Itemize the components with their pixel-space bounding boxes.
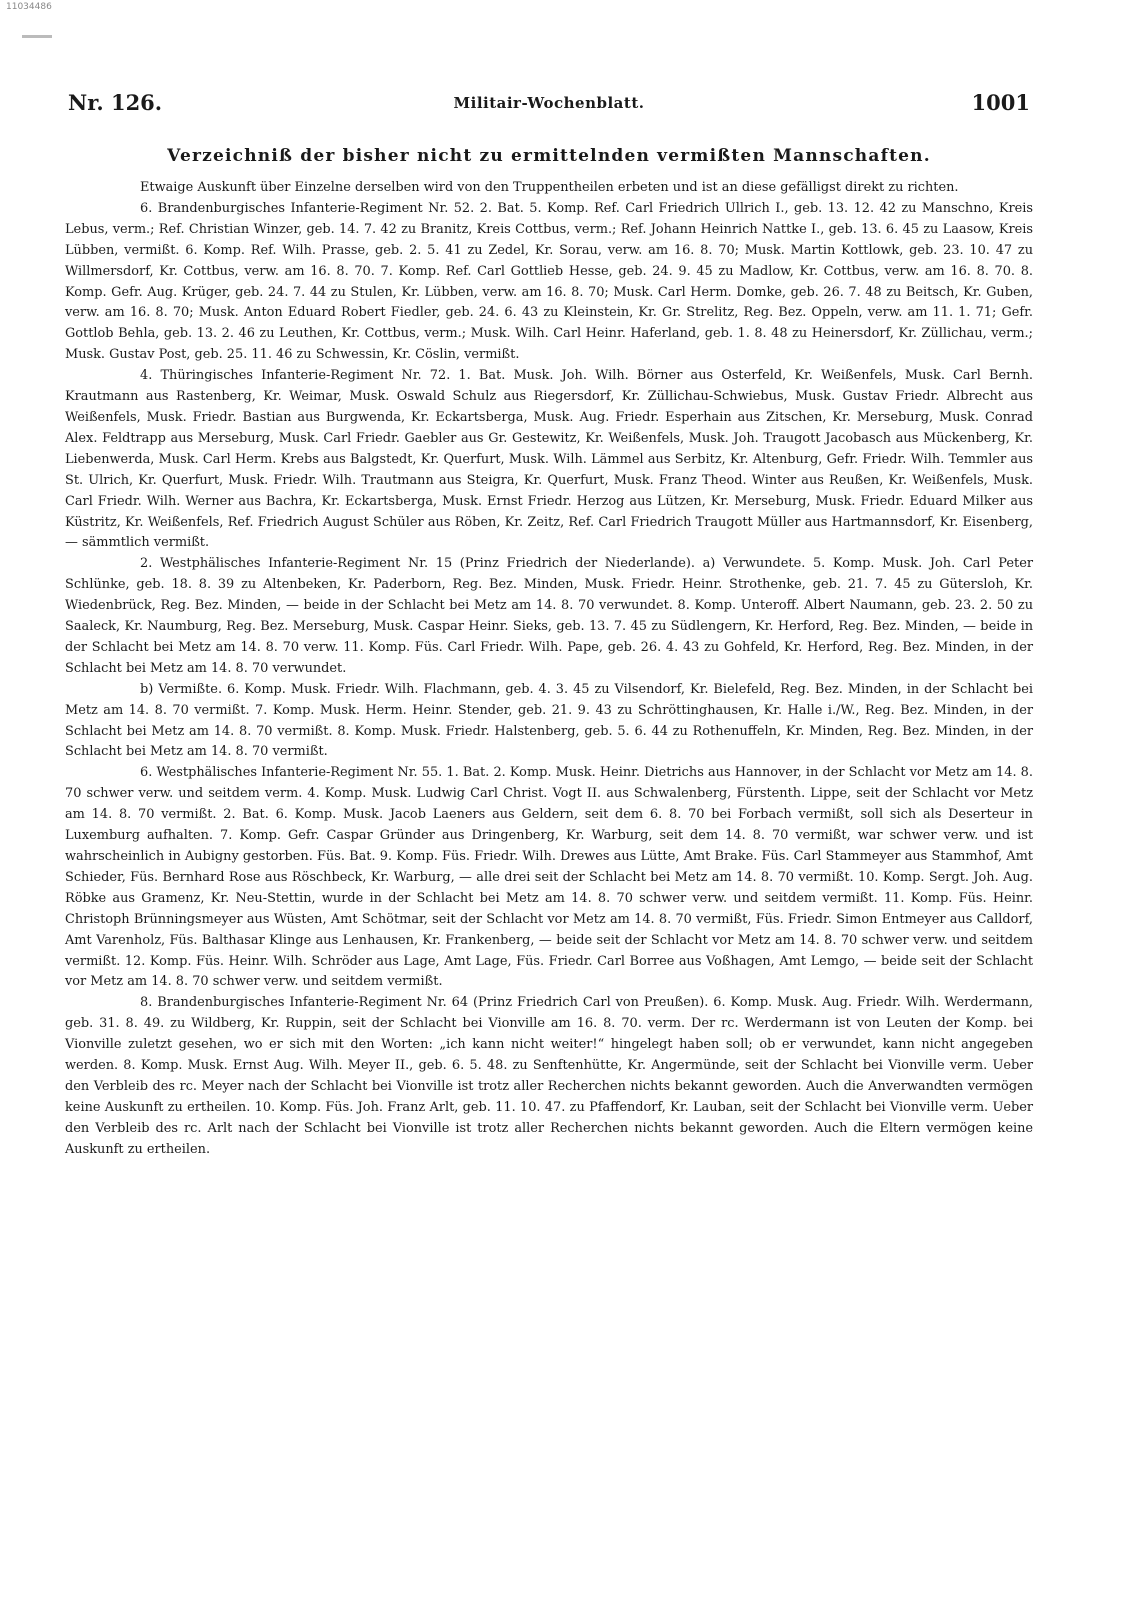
page-number: 1001 <box>971 90 1030 115</box>
issue-number: Nr. 126. <box>68 90 163 115</box>
publication-title: Militair-Wochenblatt. <box>453 94 645 112</box>
paragraph-regiment-72: 4. Thüringisches Infanterie-Regiment Nr. 72. 1. Bat. Musk. Joh. Wilh. Börner aus Osterfeld, Kr. Weißenfels, Musk. Carl Bernh. Krautmann aus Rastenberg, Kr. Weimar, Musk. Oswald Schulz aus Riegersdorf, Kr. Züllichau-Schwiebus, Musk. Gustav Friedr. Albrecht aus Weißenfels, Musk. Friedr. Bastian aus Burgwenda, Kr. Eckartsberga, Musk. Aug. Friedr. Esperhain aus Zitschen, Kr. Merseburg, Musk. Conrad Alex. Feldtrapp aus Merseburg, Musk. Carl Friedr. Gaebler aus Gr. Gestewitz, Kr. Weißenfels, Musk. Joh. Traugott Jacobasch aus Mückenberg, Kr. Liebenwerda, Musk. Carl Herm. Krebs aus Balgstedt, Kr. Querfurt, Musk. Wilh. Lämmel aus Serbitz, Kr. Altenburg, Gefr. Friedr. Wilh. Temmler aus St. Ulrich, Kr. Querfurt, Musk. Friedr. Wilh. Trautmann aus Steigra, Kr. Querfurt, Musk. Franz Theod. Winter aus Reußen, Kr. Weißenfels, Musk. Carl Friedr. Wilh. Werner aus Bachra, Kr. Eckartsberga, Musk. Ernst Friedr. Herzog aus Lützen, Kr. Merseburg, Musk. Friedr. Eduard Milker aus Küstritz, Kr. Weißenfels, Ref. Friedrich August Schüler aus Röben, Kr. Zeitz, Ref. Carl Friedrich Traugott Müller aus Hartmannsdorf, Kr. Eisenberg, — sämmtlich vermißt. <box>65 368 1033 551</box>
paragraph-regiment-52: 6. Brandenburgisches Infanterie-Regiment Nr. 52. 2. Bat. 5. Komp. Ref. Carl Friedrich Ullrich I., geb. 13. 12. 42 zu Manschno, Kreis Lebus, verm.; Ref. Christian Winzer, geb. 14. 7. 42 zu Branitz, Kreis Cottbus, verm.; Ref. Johann Heinrich Nattke I., geb. 13. 6. 45 zu Laasow, Kreis Lübben, vermißt. 6. Komp. Ref. Wilh. Prasse, geb. 2. 5. 41 zu Zedel, Kr. Sorau, verw. am 16. 8. 70; Musk. Martin Kottlowk, geb. 23. 10. 47 zu Willmersdorf, Kr. Cottbus, verw. am 16. 8. 70. 7. Komp. Ref. Carl Gottlieb Hesse, geb. 24. 9. 45 zu Madlow, Kr. Cottbus, verw. am 16. 8. 70. 8. Komp. Gefr. Aug. Krüger, geb. 24. 7. 44 zu Stulen, Kr. Lübben, verw. am 16. 8. 70; Musk. Carl Herm. Domke, geb. 26. 7. 48 zu Beitsch, Kr. Guben, verw. am 16. 8. 70; Musk. Anton Eduard Robert Fiedler, geb. 24. 6. 43 zu Kleinstein, Kr. Gr. Strelitz, Reg. Bez. Oppeln, verw. am 11. 1. 71; Gefr. Gottlob Behla, geb. 13. 2. 46 zu Leuthen, Kr. Cottbus, verm.; Musk. Wilh. Carl Heinr. Haferland, geb. 1. 8. 48 zu Heinersdorf, Kr. Züllichau, verm.; Musk. Gustav Post, geb. 25. 11. 46 zu Schwessin, Kr. Cöslin, vermißt. <box>65 200 1033 363</box>
scan-id-label: 11034486 <box>6 2 52 12</box>
corner-mark <box>22 35 52 38</box>
paragraph-regiment-55: 6. Westphälisches Infanterie-Regiment Nr. 55. 1. Bat. 2. Komp. Musk. Heinr. Dietrichs aus Hannover, in der Schlacht vor Metz am 14. 8. 70 schwer verw. und seitdem verm. 4. Komp. Musk. Ludwig Carl Christ. Vogt II. aus Schwalenberg, Fürstenth. Lippe, seit der Schlacht vor Metz am 14. 8. 70 vermißt. 2. Bat. 6. Komp. Musk. Jacob Laeners aus Geldern, seit dem 6. 8. 70 bei Forbach vermißt, soll sich als Deserteur in Luxemburg aufhalten. 7. Komp. Gefr. Caspar Gründer aus Dringenberg, Kr. Warburg, seit dem 14. 8. 70 vermißt, war schwer verw. und ist wahrscheinlich in Aubigny gestorben. Füs. Bat. 9. Komp. Füs. Friedr. Wilh. Drewes aus Lütte, Amt Brake. Füs. Carl Stammeyer aus Stammhof, Amt Schieder, Füs. Bernhard Rose aus Röschbeck, Kr. Warburg, — alle drei seit der Schlacht bei Metz am 14. 8. 70 vermißt. 10. Komp. Sergt. Joh. Aug. Röbke aus Gramenz, Kr. Neu-Stettin, wurde in der Schlacht bei Metz am 14. 8. 70 schwer verw. und seitdem vermißt. 11. Komp. Füs. Heinr. Christoph Brünningsmeyer aus Wüsten, Amt Schötmar, seit der Schlacht vor Metz am 14. 8. 70 vermißt, Füs. Friedr. Simon Entmeyer aus Calldorf, Amt Varenholz, Füs. Balthasar Klinge aus Lenhausen, Kr. Frankenberg, — beide seit der Schlacht vor Metz am 14. 8. 70 schwer verw. und seitdem vermißt. 12. Komp. Füs. Heinr. Wilh. Schröder aus Lage, Amt Lage, Füs. Friedr. Carl Borree aus Voßhagen, Amt Lemgo, — beide seit der Schlacht vor Metz am 14. 8. 70 schwer verw. und seitdem vermißt. <box>65 765 1033 990</box>
paragraph-regiment-15-wounded: 2. Westphälisches Infanterie-Regiment Nr. 15 (Prinz Friedrich der Niederlande). a) Verwundete. 5. Komp. Musk. Joh. Carl Peter Schlünke, geb. 18. 8. 39 zu Altenbeken, Kr. Paderborn, Reg. Bez. Minden, Musk. Friedr. Heinr. Strothenke, geb. 21. 7. 45 zu Gütersloh, Kr. Wiedenbrück, Reg. Bez. Minden, — beide in der Schlacht bei Metz am 14. 8. 70 verwundet. 8. Komp. Unteroff. Albert Naumann, geb. 23. 2. 50 zu Saaleck, Kr. Naumburg, Reg. Bez. Merseburg, Musk. Caspar Heinr. Sieks, geb. 13. 7. 45 zu Südlengern, Kr. Herford, Reg. Bez. Minden, — beide in der Schlacht bei Metz am 14. 8. 70 verw. 11. Komp. Füs. Carl Friedr. Wilh. Pape, geb. 26. 4. 43 zu Gohfeld, Kr. Herford, Reg. Bez. Minden, in der Schlacht bei Metz am 14. 8. 70 verwundet. <box>65 556 1033 676</box>
paragraph-regiment-64: 8. Brandenburgisches Infanterie-Regiment Nr. 64 (Prinz Friedrich Carl von Preußen). 6. Komp. Musk. Aug. Friedr. Wilh. Werdermann, geb. 31. 8. 49. zu Wildberg, Kr. Ruppin, seit der Schlacht bei Vionville am 16. 8. 70. verm. Der rc. Werdermann ist von Leuten der Komp. bei Vionville zuletzt gesehen, wo er sich mit den Worten: „ich kann nicht weiter!“ hingelegt haben soll; ob er verwundet, kann nicht angegeben werden. 8. Komp. Musk. Ernst Aug. Wilh. Meyer II., geb. 6. 5. 48. zu Senftenhütte, Kr. Angermünde, seit der Schlacht bei Vionville verm. Ueber den Verbleib des rc. Meyer nach der Schlacht bei Vionville ist trotz aller Recherchen nichts bekannt geworden. Auch die Anverwandten vermögen keine Auskunft zu ertheilen. 10. Komp. Füs. Joh. Franz Arlt, geb. 11. 10. 47. zu Pfaffendorf, Kr. Lauban, seit der Schlacht bei Vionville verm. Ueber den Verbleib des rc. Arlt nach der Schlacht bei Vionville ist trotz aller Recherchen nichts bekannt geworden. Auch die Eltern vermögen keine Auskunft zu ertheilen. <box>65 995 1033 1157</box>
page-header <box>68 90 1030 118</box>
document-body <box>65 178 1033 1161</box>
paragraph-intro: Etwaige Auskunft über Einzelne derselben wird von den Truppentheilen erbeten und ist an diese gefälligst direkt zu richten. <box>140 180 959 195</box>
paragraph-regiment-15-missing: b) Vermißte. 6. Komp. Musk. Friedr. Wilh. Flachmann, geb. 4. 3. 45 zu Vilsendorf, Kr. Bielefeld, Reg. Bez. Minden, in der Schlacht bei Metz am 14. 8. 70 vermißt. 7. Komp. Musk. Herm. Heinr. Stender, geb. 21. 9. 43 zu Schröttinghausen, Kr. Halle i./W., Reg. Bez. Minden, in der Schlacht bei Metz am 14. 8. 70 vermißt. 8. Komp. Musk. Friedr. Halstenberg, geb. 5. 6. 44 zu Rothenuffeln, Kr. Minden, Reg. Bez. Minden, in der Schlacht bei Metz am 14. 8. 70 vermißt. <box>65 681 1033 760</box>
page-title: Verzeichniß der bisher nicht zu ermittelnden vermißten Mannschaften. <box>167 146 931 166</box>
